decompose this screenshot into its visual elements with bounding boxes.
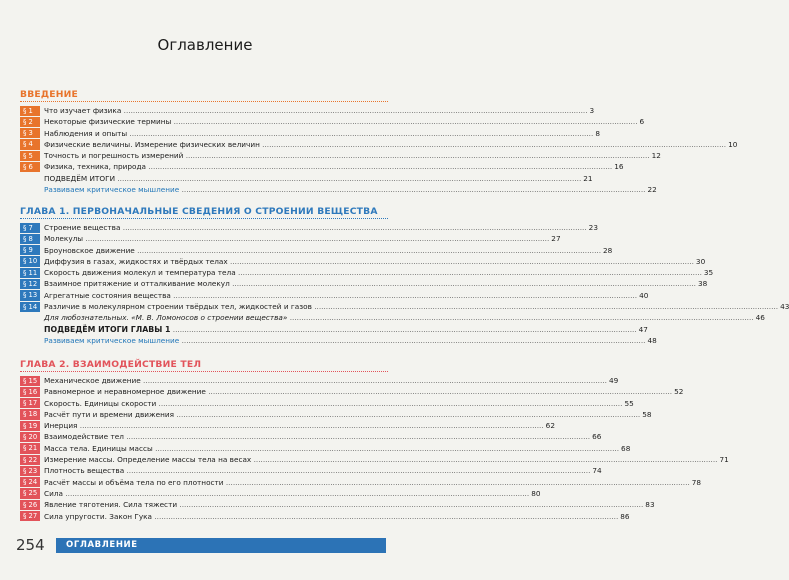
entry-page-number: 46 (755, 313, 765, 323)
entry-title (44, 431, 590, 442)
toc-entry[interactable] (20, 431, 602, 442)
entry-title-text: Инерция (44, 421, 78, 431)
leader-dots: ........................................................................................................................................................................................................ (62, 488, 530, 498)
section-title: ГЛАВА 2. ВЗАИМОДЕЙСТВИЕ ТЕЛ (20, 359, 202, 370)
entry-title-text: ПОДВЕДЁМ ИТОГИ (44, 173, 116, 183)
entry-title-text: Физика, техника, природа (44, 162, 147, 172)
entry-page-number: 43 (780, 302, 789, 312)
paragraph-number: § 8 (20, 234, 40, 244)
entry-page-number: 6 (639, 117, 645, 127)
toc-entry[interactable] (20, 409, 652, 420)
toc-entry[interactable] (20, 267, 714, 278)
paragraph-number: § 18 (20, 409, 40, 419)
paragraph-number (20, 185, 40, 195)
paragraph-number: § 19 (20, 421, 40, 431)
entry-page-number: 10 (728, 139, 738, 149)
section-title: ВВЕДЕНИЕ (20, 89, 78, 100)
paragraph-number: § 11 (20, 268, 40, 278)
entry-title (44, 511, 618, 522)
toc-entry[interactable] (20, 443, 631, 454)
entry-title-text: Явление тяготения. Сила тяжести (44, 500, 178, 510)
entry-page-number: 49 (608, 376, 619, 385)
entry-title-text: Скорость. Единицы скорости (44, 398, 157, 408)
paragraph-number: § 26 (20, 500, 40, 510)
footer-page-number: 254 (16, 536, 56, 555)
toc-entry[interactable] (20, 161, 624, 172)
paragraph-number: § 2 (20, 117, 40, 127)
paragraph-number: § 27 (20, 511, 40, 521)
entry-title (44, 105, 588, 116)
paragraph-number: § 24 (20, 477, 40, 487)
paragraph-number: § 6 (20, 162, 40, 172)
toc-entry[interactable] (20, 105, 595, 116)
entry-page-number: 22 (647, 185, 657, 195)
toc-entry[interactable] (20, 420, 555, 431)
entry-title-text: Для любознательных. «М. В. Ломоносов о строении вещества» (44, 313, 288, 323)
entry-title-text: Расчёт пути и времени движения (44, 409, 175, 419)
entry-page-number: 8 (595, 128, 600, 138)
leader-dots: ........................................................................................................................................................................................................ (251, 455, 718, 465)
entry-title-text: Физические величины. Измерение физических величин (44, 139, 260, 149)
leader-dots: ........................................................................................................................................................................................................ (124, 466, 591, 476)
leader-dots: ........................................................................................................................................................................................................ (146, 162, 613, 172)
toc-entry[interactable] (20, 290, 649, 301)
entry-page-number: 52 (674, 387, 684, 397)
toc-entry[interactable] (20, 116, 645, 127)
entry-title (44, 290, 637, 301)
entry-page-number: 38 (697, 279, 708, 289)
entry-page-number: 40 (639, 290, 649, 300)
leader-dots: ........................................................................................................................................................................................................ (77, 421, 544, 431)
entry-title (44, 386, 672, 397)
paragraph-number: § 20 (20, 432, 40, 442)
entry-title (44, 222, 587, 233)
toc-entry[interactable] (20, 312, 765, 323)
entry-title (44, 398, 622, 409)
paragraph-number: § 14 (20, 302, 40, 312)
entry-title-text: Сила упругости. Закон Гука (44, 511, 153, 521)
toc-entry[interactable] (20, 511, 630, 522)
toc-entry[interactable] (20, 222, 598, 233)
paragraph-number (20, 313, 40, 323)
entry-page-number: 47 (638, 324, 648, 334)
section-divider (20, 371, 388, 372)
leader-dots: ........................................................................................................................................................................................................ (156, 398, 623, 408)
leader-dots: ........................................................................................................................................................................................................ (134, 245, 602, 255)
paragraph-number (20, 335, 40, 345)
leader-dots: ........................................................................................................................................................................................................ (171, 117, 638, 127)
paragraph-number: § 9 (20, 245, 40, 255)
toc-entry[interactable] (20, 477, 702, 488)
entry-title-text: Диффузия в газах, жидкостях и твёрдых телах (44, 256, 228, 266)
paragraph-number: § 13 (20, 290, 40, 300)
entry-title (44, 375, 607, 386)
toc-entry[interactable] (20, 245, 613, 256)
toc-entry[interactable] (20, 375, 619, 386)
entry-title (44, 267, 702, 278)
paragraph-number (20, 324, 40, 334)
leader-dots: ........................................................................................................................................................................................................ (177, 500, 644, 510)
paragraph-number: § 25 (20, 488, 40, 498)
toc-entry[interactable] (20, 454, 729, 465)
paragraph-number (20, 173, 40, 183)
entry-title (44, 443, 619, 454)
entry-title (44, 465, 590, 476)
entry-page-number: 66 (592, 432, 602, 442)
entry-title (44, 409, 640, 420)
entry-title (44, 161, 612, 172)
paragraph-number: § 4 (20, 139, 40, 149)
toc-entry[interactable] (20, 256, 706, 267)
section-intro (20, 87, 738, 195)
entry-page-number: 55 (624, 398, 634, 408)
leader-dots: ........................................................................................................................................................................................................ (227, 256, 694, 266)
entry-title (44, 477, 690, 488)
toc-entry[interactable] (20, 173, 593, 184)
leader-dots: ........................................................................................................................................................................................................ (183, 151, 650, 161)
leader-dots: ........................................................................................................................................................................................................ (311, 302, 779, 312)
entry-page-number: 35 (703, 268, 714, 278)
entry-page-number: 78 (691, 477, 702, 487)
section-title: ГЛАВА 1. ПЕРВОНАЧАЛЬНЫЕ СВЕДЕНИЯ О СТРОЕНИИ ВЕЩЕСТВА (20, 206, 378, 217)
entry-title-text: ПОДВЕДЁМ ИТОГИ ГЛАВЫ 1 (44, 324, 171, 334)
toc-entry[interactable] (20, 184, 657, 195)
paragraph-number: § 1 (20, 106, 40, 116)
section-heading (20, 204, 388, 220)
toc-entry[interactable] (20, 233, 561, 244)
entry-title (44, 256, 694, 267)
paragraph-number: § 21 (20, 443, 40, 453)
leader-dots: ........................................................................................................................................................................................................ (170, 290, 638, 300)
leader-dots: ........................................................................................................................................................................................................ (179, 185, 646, 195)
entry-title-text: Различие в молекулярном строении твёрдых тел, жидкостей и газов (44, 302, 312, 312)
leader-dots: ........................................................................................................................................................................................................ (174, 409, 641, 419)
paragraph-number: § 22 (20, 455, 40, 465)
leader-dots: ........................................................................................................................................................................................................ (170, 324, 637, 334)
leader-dots: ........................................................................................................................................................................................................ (287, 313, 754, 323)
entry-page-number: 71 (719, 455, 729, 465)
toc-entry[interactable] (20, 139, 738, 150)
entry-page-number: 86 (620, 511, 630, 521)
entry-title (44, 312, 754, 323)
leader-dots: ........................................................................................................................................................................................................ (140, 376, 607, 385)
paragraph-number: § 16 (20, 387, 40, 397)
entry-page-number: 12 (651, 151, 661, 161)
entry-title (44, 150, 650, 161)
leader-dots: ........................................................................................................................................................................................................ (83, 234, 550, 244)
leader-dots: ........................................................................................................................................................................................................ (229, 279, 696, 289)
leader-dots: ........................................................................................................................................................................................................ (127, 128, 594, 138)
entry-title-text: Плотность вещества (44, 466, 125, 476)
section-heading (20, 87, 388, 103)
section-chapter-2 (20, 357, 729, 522)
entry-title (44, 499, 643, 510)
entry-page-number: 21 (583, 173, 593, 183)
entry-title (44, 184, 645, 195)
paragraph-number: § 12 (20, 279, 40, 289)
entry-title (44, 128, 593, 139)
entry-page-number: 68 (621, 443, 631, 453)
entry-title-text: Равномерное и неравномерное движение (44, 387, 206, 397)
footer-label: ОГЛАВЛЕНИЕ (66, 540, 138, 550)
leader-dots: ........................................................................................................................................................................................................ (120, 223, 587, 232)
leader-dots: ........................................................................................................................................................................................................ (115, 173, 582, 183)
paragraph-number: § 15 (20, 376, 40, 386)
leader-dots: ........................................................................................................................................................................................................ (259, 139, 727, 149)
entry-title-text: Развиваем критическое мышление (44, 185, 180, 195)
entry-title-text: Некоторые физические термины (44, 117, 172, 127)
entry-page-number: 28 (603, 245, 613, 255)
entry-page-number: 80 (531, 488, 541, 498)
entry-page-number: 83 (645, 500, 655, 510)
leader-dots: ........................................................................................................................................................................................................ (152, 511, 619, 521)
toc-entry[interactable] (20, 150, 661, 161)
paragraph-number: § 17 (20, 398, 40, 408)
entry-title-text: Взаимное притяжение и отталкивание молекул (44, 279, 230, 289)
entry-title-text: Масса тела. Единицы массы (44, 443, 153, 453)
toc-entry[interactable] (20, 386, 684, 397)
entry-page-number: 30 (695, 256, 706, 266)
leader-dots: ........................................................................................................................................................................................................ (205, 387, 673, 397)
entry-title (44, 335, 645, 346)
toc-entry[interactable] (20, 324, 648, 335)
leader-dots: ........................................................................................................................................................................................................ (121, 106, 588, 115)
leader-dots: ........................................................................................................................................................................................................ (223, 477, 690, 487)
entry-page-number: 27 (551, 234, 561, 244)
toc-entry[interactable] (20, 335, 657, 346)
entry-title-text: Броуновское движение (44, 245, 135, 255)
leader-dots: ........................................................................................................................................................................................................ (235, 268, 702, 278)
paragraph-number: § 5 (20, 151, 40, 161)
page-title: Оглавление (157, 36, 253, 54)
entry-page-number: 3 (589, 106, 595, 115)
entry-title (44, 116, 638, 127)
entry-title-text: Строение вещества (44, 223, 121, 232)
entry-title (44, 301, 778, 312)
paragraph-number: § 7 (20, 223, 40, 233)
entry-title (44, 139, 726, 150)
entry-title (44, 454, 717, 465)
paragraph-number: § 10 (20, 256, 40, 266)
entry-title-text: Измерение массы. Определение массы тела на весах (44, 455, 252, 465)
entry-page-number: 16 (614, 162, 624, 172)
entry-title-text: Молекулы (44, 234, 84, 244)
entry-page-number: 62 (545, 421, 555, 431)
leader-dots: ........................................................................................................................................................................................................ (179, 335, 646, 345)
entry-page-number: 23 (588, 223, 598, 232)
entry-title (44, 173, 581, 184)
section-divider (20, 218, 388, 219)
entry-title (44, 278, 696, 289)
paragraph-number: § 3 (20, 128, 40, 138)
toc-entry[interactable] (20, 301, 789, 312)
entry-title-text: Сила (44, 488, 63, 498)
entry-title (44, 324, 637, 335)
toc-entry[interactable] (20, 488, 541, 499)
entry-title-text: Развиваем критическое мышление (44, 335, 180, 345)
toc-entry[interactable] (20, 465, 602, 476)
entry-page-number: 74 (592, 466, 602, 476)
entry-page-number: 48 (647, 335, 657, 345)
entry-title-text: Что изучает физика (44, 106, 122, 115)
entry-page-number: 58 (642, 409, 652, 419)
entry-title-text: Агрегатные состояния вещества (44, 290, 171, 300)
section-heading (20, 357, 388, 373)
entry-title (44, 245, 601, 256)
toc-entry[interactable] (20, 278, 708, 289)
entry-title (44, 233, 549, 244)
toc-entry[interactable] (20, 398, 634, 409)
entry-title-text: Механическое движение (44, 376, 141, 385)
entry-title-text: Скорость движения молекул и температура тела (44, 268, 236, 278)
entry-title-text: Взаимодействие тел (44, 432, 124, 442)
entry-title-text: Наблюдения и опыты (44, 128, 128, 138)
leader-dots: ........................................................................................................................................................................................................ (123, 432, 591, 442)
entry-title-text: Расчёт массы и объёма тела по его плотности (44, 477, 224, 487)
entry-title (44, 420, 544, 431)
leader-dots: ........................................................................................................................................................................................................ (152, 443, 620, 453)
entry-title (44, 488, 529, 499)
section-chapter-1 (20, 204, 789, 346)
toc-entry[interactable] (20, 499, 655, 510)
paragraph-number: § 23 (20, 466, 40, 476)
section-divider (20, 101, 388, 102)
entry-title-text: Точность и погрешность измерений (44, 151, 184, 161)
toc-entry[interactable] (20, 128, 600, 139)
